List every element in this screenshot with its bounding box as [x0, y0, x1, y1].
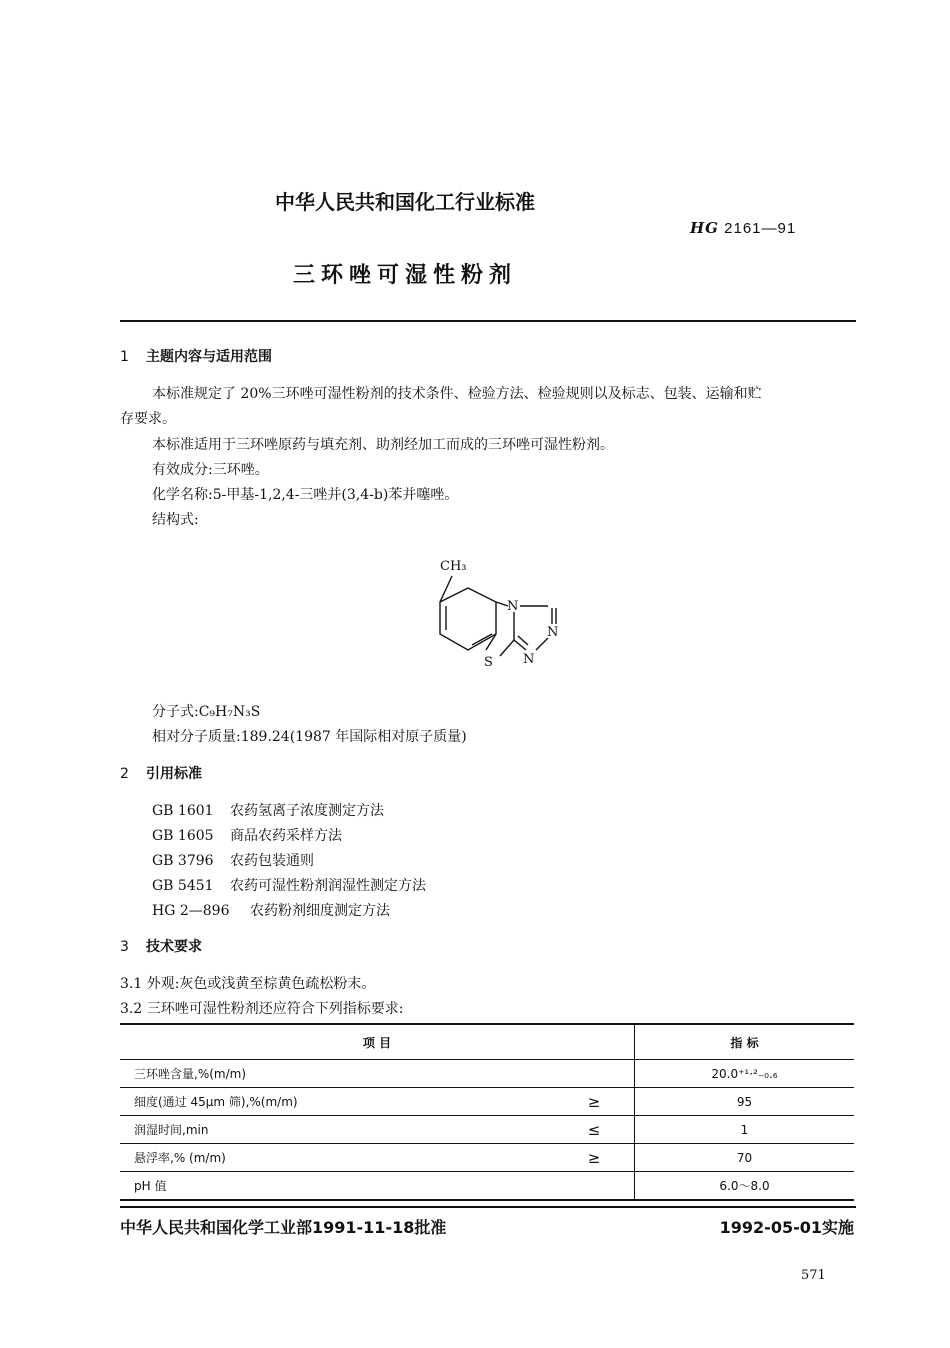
row-value: 6.0～8.0	[635, 1172, 855, 1201]
table-row	[120, 1088, 854, 1116]
standard-title: 中华人民共和国化工行业标准	[275, 190, 535, 214]
ref-code: GB 1605	[152, 828, 214, 844]
standard-code	[690, 219, 796, 237]
section-2-title: 引用标准	[146, 766, 202, 782]
item-3-2: 3.2 三环唑可湿性粉剂还应符合下列指标要求:	[120, 1001, 404, 1017]
nitrogen-label-2: N	[547, 625, 559, 640]
methyl-label: CH₃	[440, 559, 467, 574]
item-3-1: 3.1 外观:灰色或浅黄至棕黄色疏松粉末。	[120, 976, 376, 992]
top-rule	[120, 320, 856, 322]
document-title: 三环唑可湿性粉剂	[292, 263, 517, 288]
row-value: 70	[635, 1144, 855, 1172]
approval-line: 中华人民共和国化学工业部1991-11-18批准	[120, 1218, 447, 1237]
section-3-title: 技术要求	[146, 939, 202, 955]
row-op	[554, 1172, 635, 1201]
row-op: ≥	[554, 1144, 635, 1172]
implementation-line: 1992-05-01实施	[719, 1218, 854, 1237]
section-2-heading	[120, 763, 202, 783]
methyl-bond	[440, 576, 452, 602]
header-value: 指 标	[635, 1024, 855, 1060]
ref-code: HG 2—896	[152, 903, 230, 919]
specification-table	[120, 1023, 854, 1201]
ref-item	[152, 825, 342, 845]
section-1-para1-line1: 本标准规定了 20%三环唑可湿性粉剂的技术条件、检验方法、检验规则以及标志、包装、运输和贮	[152, 386, 762, 402]
ref-item	[152, 875, 426, 895]
row-value: 20.0⁺¹·²₋₀.₆	[635, 1060, 855, 1088]
table-header-row	[120, 1024, 854, 1060]
row-op	[554, 1060, 635, 1088]
ref-item	[152, 850, 314, 870]
structure-label: 结构式:	[152, 512, 199, 528]
section-3-number: 3	[120, 939, 129, 955]
code-number: 2161—91	[724, 220, 797, 237]
row-op: ≤	[554, 1116, 635, 1144]
ref-item	[152, 900, 390, 920]
ref-name: 商品农药采样方法	[230, 828, 342, 844]
nitrogen-label-3: N	[523, 652, 535, 667]
table-row	[120, 1172, 854, 1201]
section-1-number: 1	[120, 349, 129, 365]
bond-s-c	[500, 640, 514, 656]
header-item: 项 目	[120, 1024, 635, 1060]
structural-formula	[400, 550, 580, 680]
chemical-name: 化学名称:5-甲基-1,2,4-三唑并(3,4-b)苯并噻唑。	[152, 487, 459, 503]
section-2-number: 2	[120, 766, 129, 782]
molecular-mass: 相对分子质量:189.24(1987 年国际相对原子质量)	[152, 729, 467, 745]
row-item: 三环唑含量,%(m/m)	[120, 1060, 554, 1088]
row-op: ≥	[554, 1088, 635, 1116]
row-item: 悬浮率,% (m/m)	[120, 1144, 554, 1172]
table-row	[120, 1060, 854, 1088]
ref-name: 农药包装通则	[230, 853, 314, 869]
section-3-heading	[120, 936, 202, 956]
row-value: 95	[635, 1088, 855, 1116]
code-prefix: HG	[690, 219, 719, 237]
bond-c-n-lower-double	[518, 636, 528, 645]
ref-name: 农药可湿性粉剂润湿性测定方法	[230, 878, 426, 894]
ref-name: 农药氢离子浓度测定方法	[230, 803, 384, 819]
section-1-heading	[120, 346, 272, 366]
ref-name: 农药粉剂细度测定方法	[250, 903, 390, 919]
row-item: 润湿时间,min	[120, 1116, 554, 1144]
section-1-para1-line2: 存要求。	[120, 411, 176, 427]
table-row	[120, 1116, 854, 1144]
sulfur-label: S	[484, 655, 493, 670]
row-value: 1	[635, 1116, 855, 1144]
section-1-title: 主题内容与适用范围	[146, 349, 272, 365]
footer-rule	[120, 1206, 856, 1208]
benzene-ring	[440, 588, 496, 650]
page-number: 571	[801, 1268, 826, 1283]
ref-code: GB 3796	[152, 853, 214, 869]
row-item: 细度(通过 45μm 筛),%(m/m)	[120, 1088, 554, 1116]
table-row	[120, 1144, 854, 1172]
row-item: pH 值	[120, 1172, 554, 1201]
molecular-formula: 分子式:C₉H₇N₃S	[152, 704, 261, 720]
active-ingredient: 有效成分:三环唑。	[152, 462, 269, 478]
nitrogen-label-1: N	[507, 599, 519, 614]
ref-code: GB 1601	[152, 803, 214, 819]
ref-code: GB 5451	[152, 878, 214, 894]
ref-item	[152, 800, 384, 820]
benzene-double-bond-2	[472, 634, 492, 645]
section-1-para2: 本标准适用于三环唑原药与填充剂、助剂经加工而成的三环唑可湿性粉剂。	[152, 437, 614, 453]
